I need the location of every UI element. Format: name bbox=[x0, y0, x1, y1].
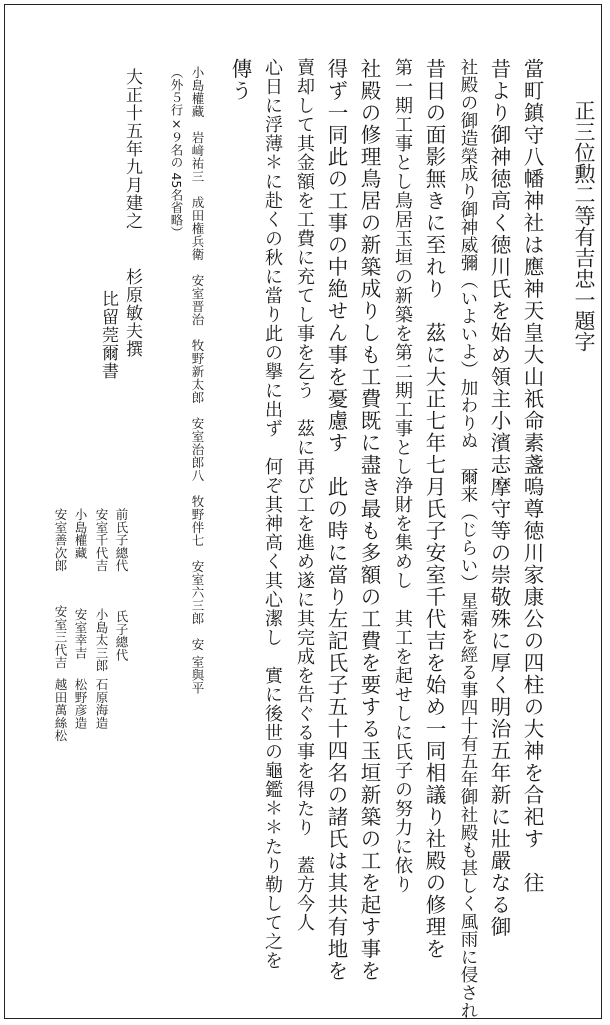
donor-col-4-top: 安室善次郎 bbox=[53, 508, 68, 572]
body-line-4: 昔日の面影無きに至れり 茲に大正七年七月氏子安室千代吉を始め一同相議り社殿の修理を bbox=[422, 58, 446, 960]
donor-col-3-top: 小島權藏 bbox=[73, 508, 88, 560]
body-line-9: 心日に浮薄＊に赴くの秋に當り此の擧に出ず 何ぞ其神高く其心潔し 實に後世の龜鑑＊＊たり勒して之を bbox=[262, 58, 283, 970]
donor-col-3-extra: 松野彦造 bbox=[73, 678, 88, 730]
donor-col-4-extra: 越田萬絲松 bbox=[53, 678, 68, 742]
body-line-2: 昔より御神徳高く徳川氏を始め領主小濱志摩守等の崇敬殊に厚く明治五年新に壯嚴なる御 bbox=[487, 58, 511, 938]
donor-col-3-bottom: 安室幸吉 bbox=[73, 608, 88, 660]
body-line-1: 當町鎮守八幡神社は應神天皇大山祇命素盞嗚尊徳川家康公の四柱の大神を合祀す 往 bbox=[520, 58, 544, 894]
donor-col-1-bottom: 氏子總代 bbox=[114, 610, 129, 662]
erection-date: 大正十五年九月建之 bbox=[122, 68, 142, 230]
body-line-8: 賣却して其金額を工費に充てし事を乞う 茲に再び工を進め遂に其完成を告ぐる事を得たり 蓋方今人 bbox=[294, 58, 315, 932]
body-line-3: 社殿の御造榮成り御神威彌（いよいよ）加わりぬ 爾来（じらい）星霜を經る事四十有五年御社殿も甚しく風雨に侵され bbox=[458, 58, 478, 1020]
donor-col-2-top: 安室千代吉 bbox=[94, 508, 109, 572]
author-writer: 杉原敏夫撰 bbox=[122, 268, 142, 358]
donor-names-note: （外５行×９名の 45名省略） bbox=[169, 66, 184, 239]
body-line-5: 第一期工事とし鳥居玉垣の新築を第二期工事とし浄財を集めし 其工を起せしに氏子の努力に依り bbox=[392, 58, 413, 894]
body-line-6: 社殿の修理鳥居の新築成りしも工費既に盡き最も多額の工費を要する玉垣新築の工を起す事を bbox=[357, 58, 381, 982]
body-line-7: 得ず一同此の工事の中絶せん事を憂慮す 此の時に當り左記氏子五十四名の諸氏は其共有地を bbox=[324, 58, 348, 982]
body-line-10: 傳う bbox=[228, 58, 252, 102]
donor-col-2-extra: 石原海造 bbox=[94, 678, 109, 730]
inscription-title: 正三位勲二等有吉忠一題字 bbox=[572, 100, 596, 352]
donor-names-line: 小島權藏 岩﨑祐三 成田権兵衛 安室晋治 牧野新太郎 安室治郎八 牧野伴七 安室六三郎 安 室與平 bbox=[190, 66, 205, 695]
author-calligrapher: 比留莞爾書 bbox=[98, 290, 118, 380]
donor-col-2-bottom: 小島太三郎 bbox=[94, 608, 109, 672]
donor-col-4-bottom: 安室三代吉 bbox=[53, 605, 68, 669]
donor-col-1-top: 前氏子總代 bbox=[114, 508, 129, 572]
